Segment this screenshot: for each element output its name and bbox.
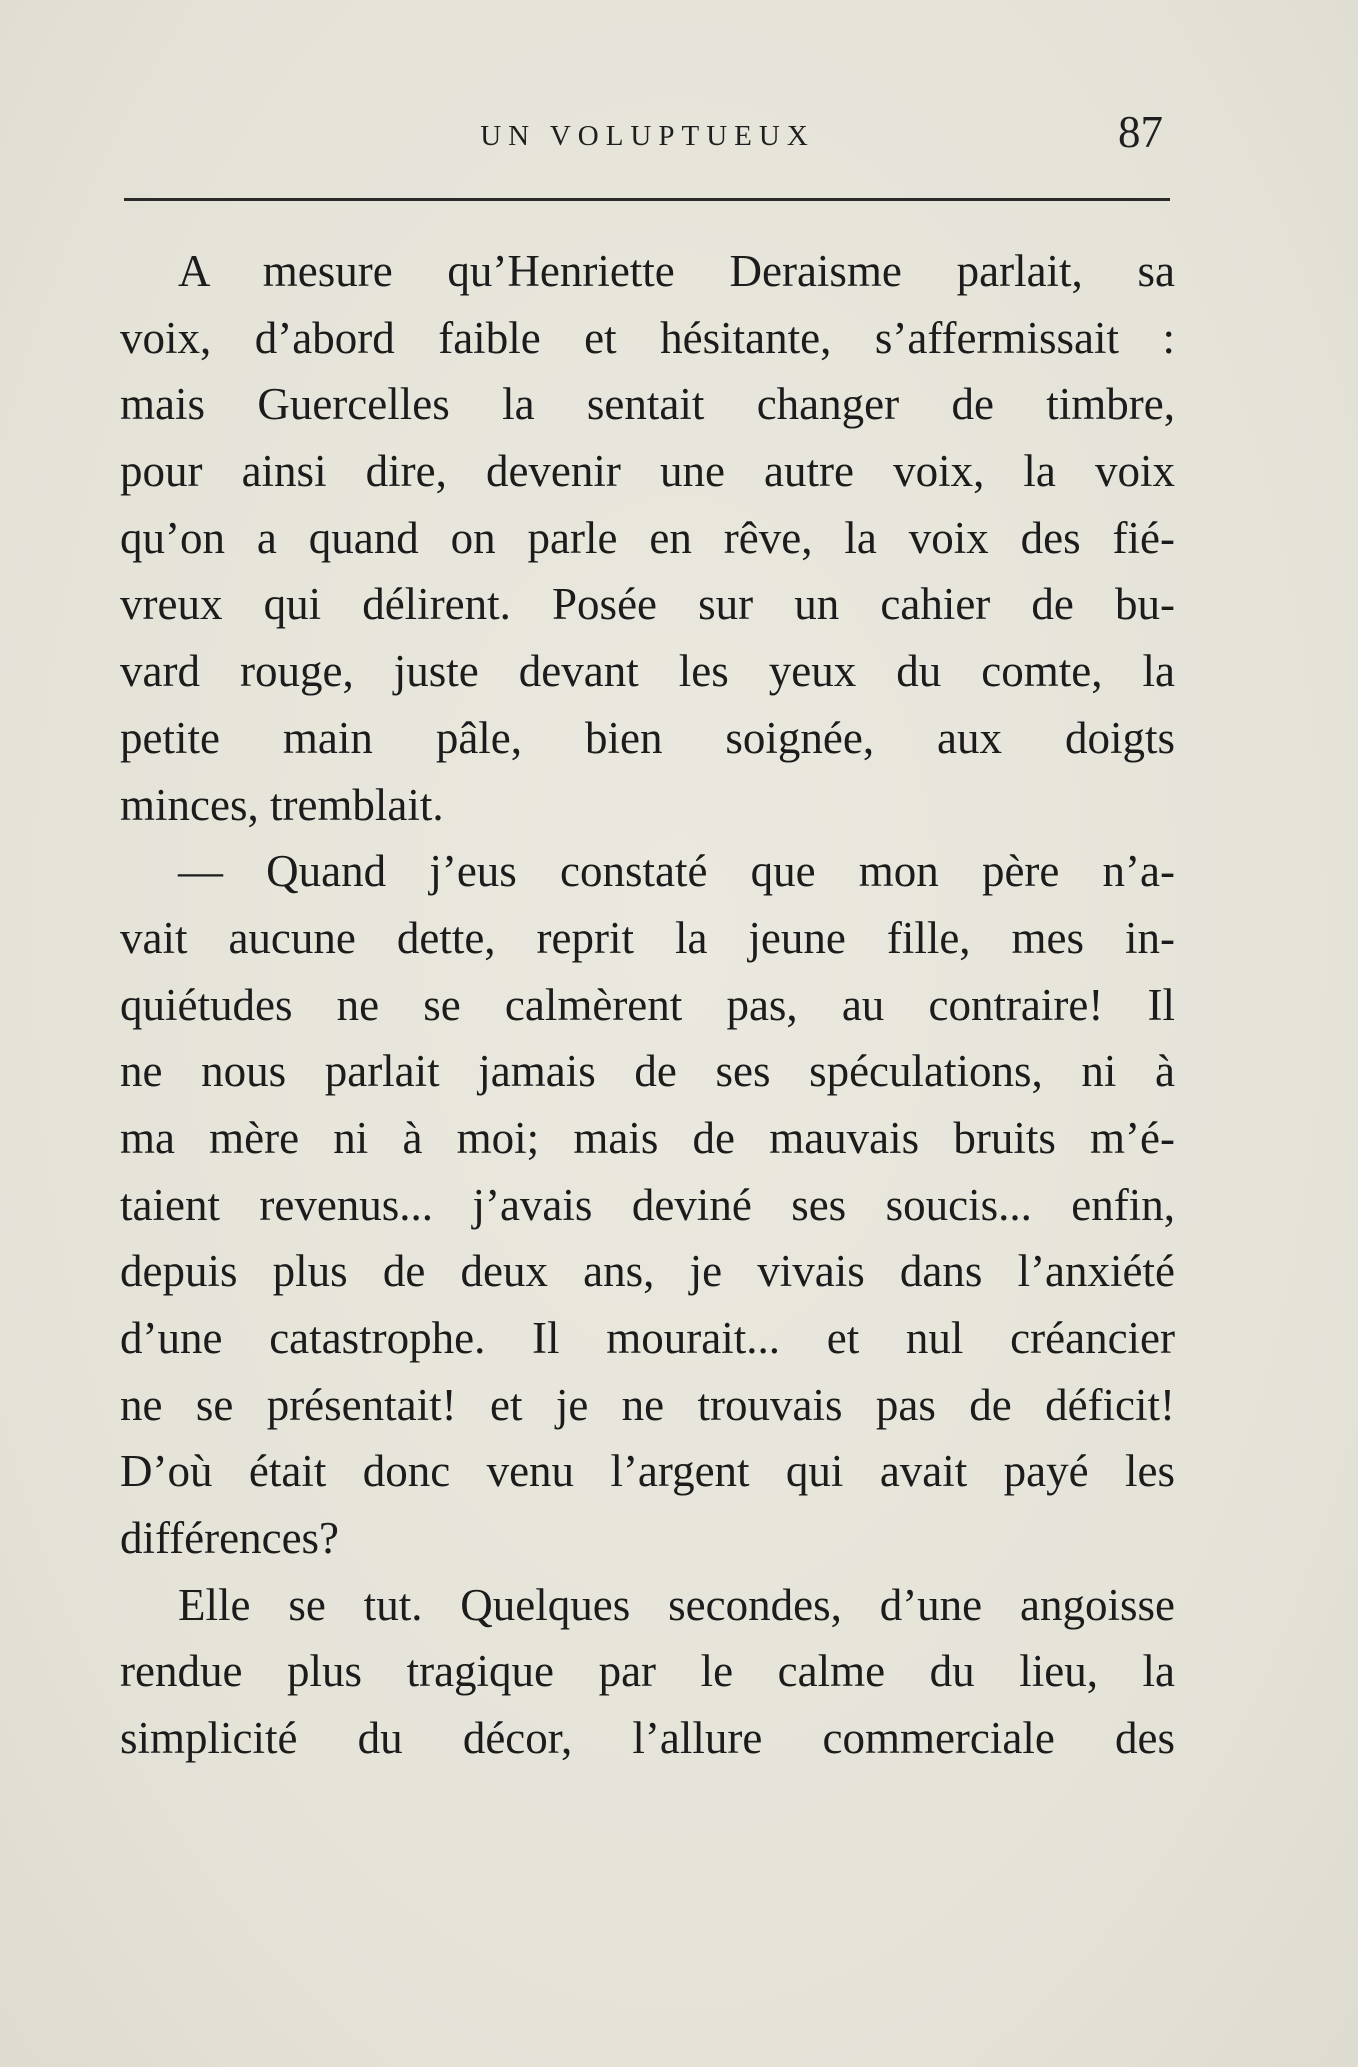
text-line: — Quand j’eus constaté que mon père n’a- bbox=[178, 846, 1175, 897]
text-line: ne nous parlait jamais de ses spéculations, ni à bbox=[120, 1046, 1175, 1097]
text-line: taient revenus... j’avais deviné ses soucis... enfin, bbox=[120, 1179, 1175, 1230]
text-line: d’une catastrophe. Il mourait... et nul créancier bbox=[120, 1313, 1175, 1363]
header-rule bbox=[124, 198, 1170, 201]
text-line: A mesure qu’Henriette Deraisme parlait, sa bbox=[178, 246, 1175, 296]
text-line: qu’on a quand on parle en rêve, la voix des fié- bbox=[120, 512, 1175, 563]
text-line: minces, tremblait. bbox=[120, 779, 444, 830]
text-line: D’où était donc venu l’argent qui avait payé les bbox=[120, 1446, 1175, 1497]
text-line: petite main pâle, bien soignée, aux doigts bbox=[120, 712, 1175, 763]
text-line: vait aucune dette, reprit la jeune fille, mes in- bbox=[120, 912, 1175, 963]
text-line: vard rouge, juste devant les yeux du comte, la bbox=[120, 646, 1175, 697]
text-line: Elle se tut. Quelques secondes, d’une angoisse bbox=[178, 1579, 1175, 1630]
running-title: UN VOLUPTUEUX bbox=[480, 120, 815, 152]
page-number: 87 bbox=[1118, 107, 1163, 157]
body-text bbox=[120, 238, 1175, 1772]
text-line: voix, d’abord faible et hésitante, s’affermissait : bbox=[120, 312, 1175, 363]
text-line: depuis plus de deux ans, je vivais dans l’anxiété bbox=[120, 1246, 1175, 1297]
text-line: simplicité du décor, l’allure commerciale des bbox=[120, 1713, 1175, 1764]
text-line: ma mère ni à moi; mais de mauvais bruits m’é- bbox=[120, 1112, 1175, 1163]
text-line: vreux qui délirent. Posée sur un cahier de bu- bbox=[120, 579, 1175, 630]
text-line: différences? bbox=[120, 1513, 340, 1564]
text-line: ne se présentait! et je ne trouvais pas de déficit! bbox=[120, 1379, 1175, 1430]
page-header bbox=[120, 107, 1175, 178]
text-line: rendue plus tragique par le calme du lieu, la bbox=[120, 1646, 1175, 1697]
text-line: pour ainsi dire, devenir une autre voix, la voix bbox=[120, 446, 1175, 497]
text-line: quiétudes ne se calmèrent pas, au contraire! Il bbox=[120, 979, 1175, 1030]
text-line: mais Guercelles la sentait changer de timbre, bbox=[120, 379, 1175, 430]
